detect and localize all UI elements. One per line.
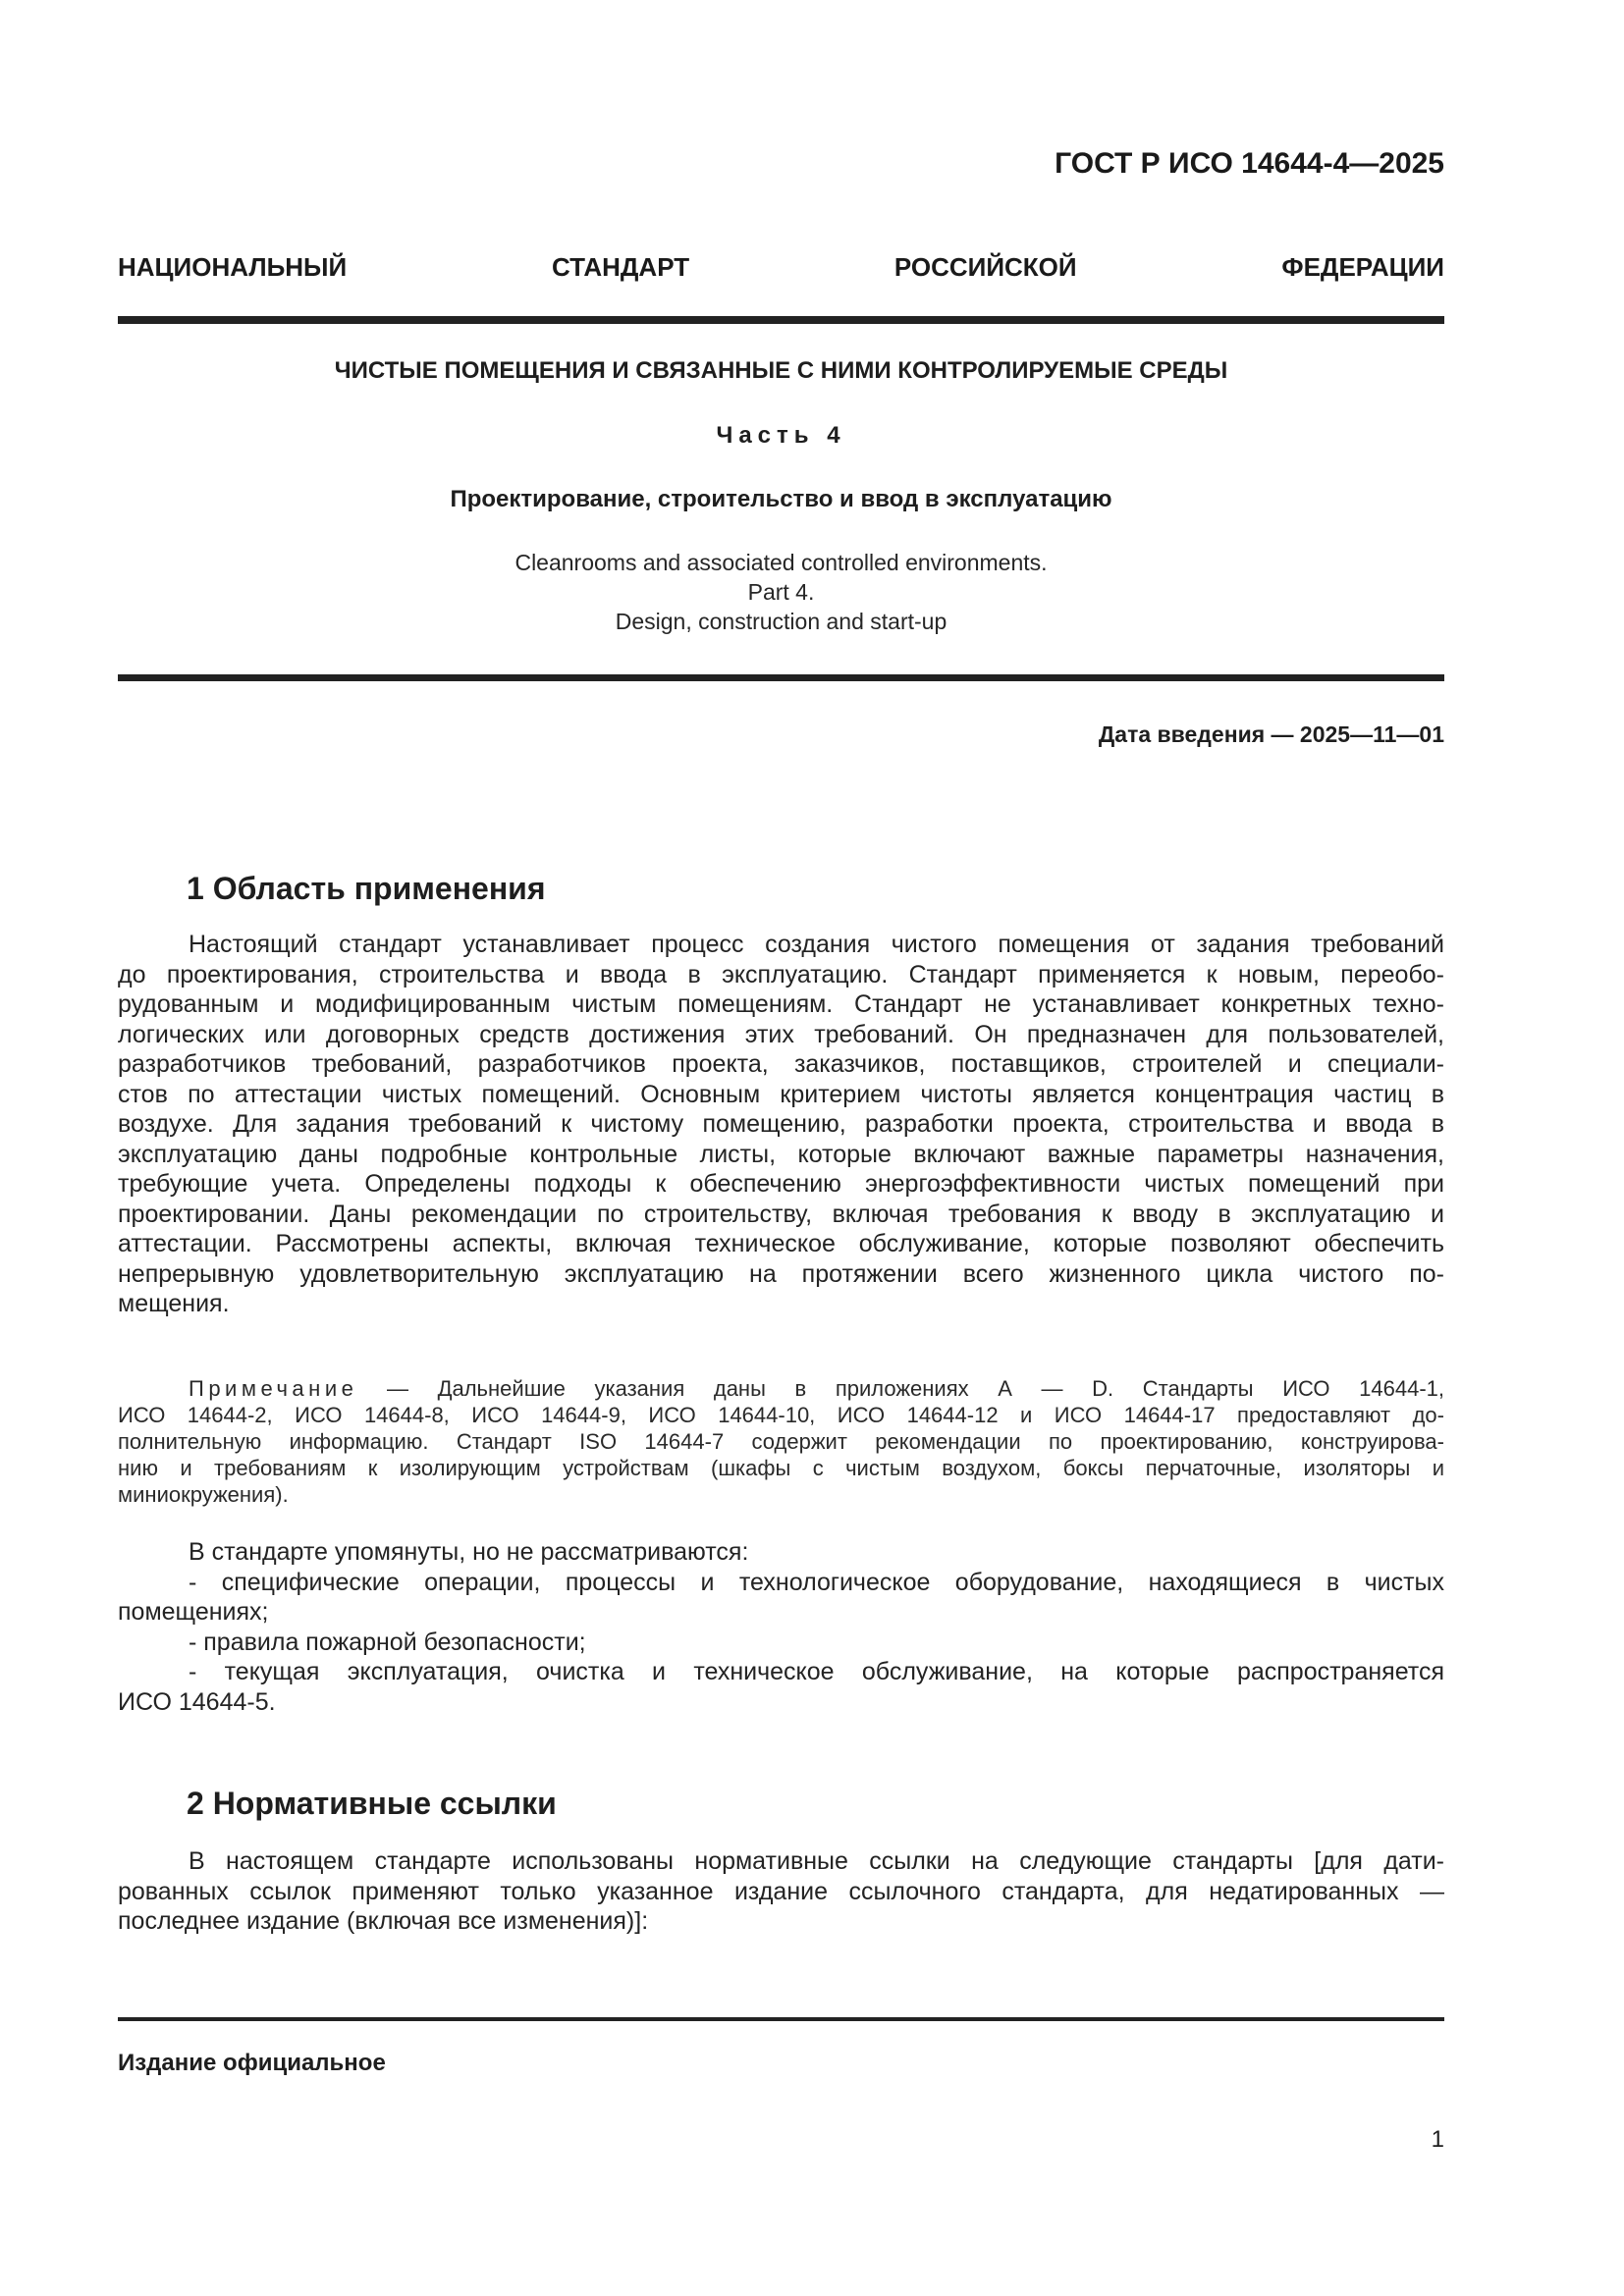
list-item-continuation: помещениях; xyxy=(118,1598,269,1626)
note-label: Примечание xyxy=(189,1376,358,1401)
note-line: нию и требованиям к изолирующим устройствам (шкафы с чистым воздухом, боксы перчаточные, изоляторы и xyxy=(118,1456,1444,1480)
list-item: - правила пожарной безопасности; xyxy=(189,1628,586,1656)
part-label: Часть 4 xyxy=(716,422,846,449)
page-number: 1 xyxy=(1431,2126,1444,2153)
text-line: рудованным и модифицированным чистым помещениям. Стандарт не устанавливает конкретных техно- xyxy=(118,990,1444,1018)
section-1-paragraph xyxy=(118,930,1444,1319)
text-line: В настоящем стандарте использованы нормативные ссылки на следующие стандарты [для дати- xyxy=(189,1847,1444,1875)
top-divider xyxy=(118,316,1444,324)
note-first-line xyxy=(118,1375,1444,1402)
english-title-line: Design, construction and start-up xyxy=(615,609,947,634)
doc-number: ГОСТ Р ИСО 14644-4—2025 xyxy=(1055,147,1444,180)
standard-title: ЧИСТЫЕ ПОМЕЩЕНИЯ И СВЯЗАННЫЕ С НИМИ КОНТРОЛИРУЕМЫЕ СРЕДЫ xyxy=(334,357,1228,384)
footer-divider xyxy=(118,2017,1444,2021)
part-title: Проектирование, строительство и ввод в эксплуатацию xyxy=(450,486,1112,512)
list-item: - специфические операции, процессы и технологическое оборудование, находящиеся в чистых xyxy=(189,1568,1444,1596)
note-line: ИСО 14644-2, ИСО 14644-8, ИСО 14644-9, ИСО 14644-10, ИСО 14644-12 и ИСО 14644-17 предоставляют до- xyxy=(118,1403,1444,1427)
text-line: эксплуатацию даны подробные контрольные листы, которые включают важные параметры назначения, xyxy=(118,1140,1444,1168)
section-1-heading: 1 Область применения xyxy=(187,871,546,906)
note-text: — Дальнейшие указания даны в приложениях А — D. Стандарты ИСО 14644-1, xyxy=(386,1376,1444,1401)
official-edition-label: Издание официальное xyxy=(118,2050,386,2076)
text-line: рованных ссылок применяют только указанное издание ссылочного стандарта, для недатированных — xyxy=(118,1877,1444,1905)
text-line: аттестации. Рассмотрены аспекты, включая техническое обслуживание, которые позволяют обеспечить xyxy=(118,1230,1444,1257)
national-standard-banner: НАЦИОНАЛЬНЫЙ СТАНДАРТ РОССИЙСКОЙ ФЕДЕРАЦИИ xyxy=(118,252,1444,282)
not-covered-list xyxy=(118,1537,1444,1717)
section-2-paragraph xyxy=(118,1846,1444,1937)
list-intro: В стандарте упомянуты, но не рассматриваются: xyxy=(189,1538,749,1566)
english-title-line: Cleanrooms and associated controlled environments. xyxy=(514,550,1048,575)
text-line: мещения. xyxy=(118,1290,230,1317)
text-line: разработчиков требований, разработчиков проекта, заказчиков, поставщиков, строителей и специали- xyxy=(118,1050,1444,1078)
note-line: миниокружения). xyxy=(118,1482,289,1507)
introduction-date: Дата введения — 2025—11—01 xyxy=(1098,721,1444,747)
text-line: воздухе. Для задания требований к чистому помещению, разработки проекта, строительства и ввода в xyxy=(118,1110,1444,1138)
text-line: логических или договорных средств достижения этих требований. Он предназначен для пользователей, xyxy=(118,1020,1444,1048)
text-line: до проектирования, строительства и ввода в эксплуатацию. Стандарт применяется к новым, переобо- xyxy=(118,960,1444,988)
english-title-line: Part 4. xyxy=(747,579,815,605)
text-line: требующие учета. Определены подходы к обеспечению энергоэффективности чистых помещений при xyxy=(118,1170,1444,1198)
title-divider xyxy=(118,674,1444,681)
text-line: непрерывную удовлетворительную эксплуатацию на протяжении всего жизненного цикла чистого по- xyxy=(118,1259,1444,1288)
text-line: Настоящий стандарт устанавливает процесс создания чистого помещения от задания требований xyxy=(189,931,1444,958)
text-line: стов по аттестации чистых помещений. Основным критерием чистоты является концентрация частиц в xyxy=(118,1080,1444,1108)
section-2-heading: 2 Нормативные ссылки xyxy=(187,1786,557,1821)
english-title xyxy=(118,548,1444,636)
note-line: полнительную информацию. Стандарт ISO 14644-7 содержит рекомендации по проектированию, конструирова- xyxy=(118,1429,1444,1454)
text-line: проектировании. Даны рекомендации по строительству, включая требования к вводу в эксплуатацию и xyxy=(118,1200,1444,1228)
list-item-continuation: ИСО 14644-5. xyxy=(118,1687,276,1716)
text-line: последнее издание (включая все изменения)]: xyxy=(118,1907,649,1935)
list-item: - текущая эксплуатация, очистка и техническое обслуживание, на которые распространяется xyxy=(189,1658,1444,1685)
note-block xyxy=(118,1375,1444,1508)
